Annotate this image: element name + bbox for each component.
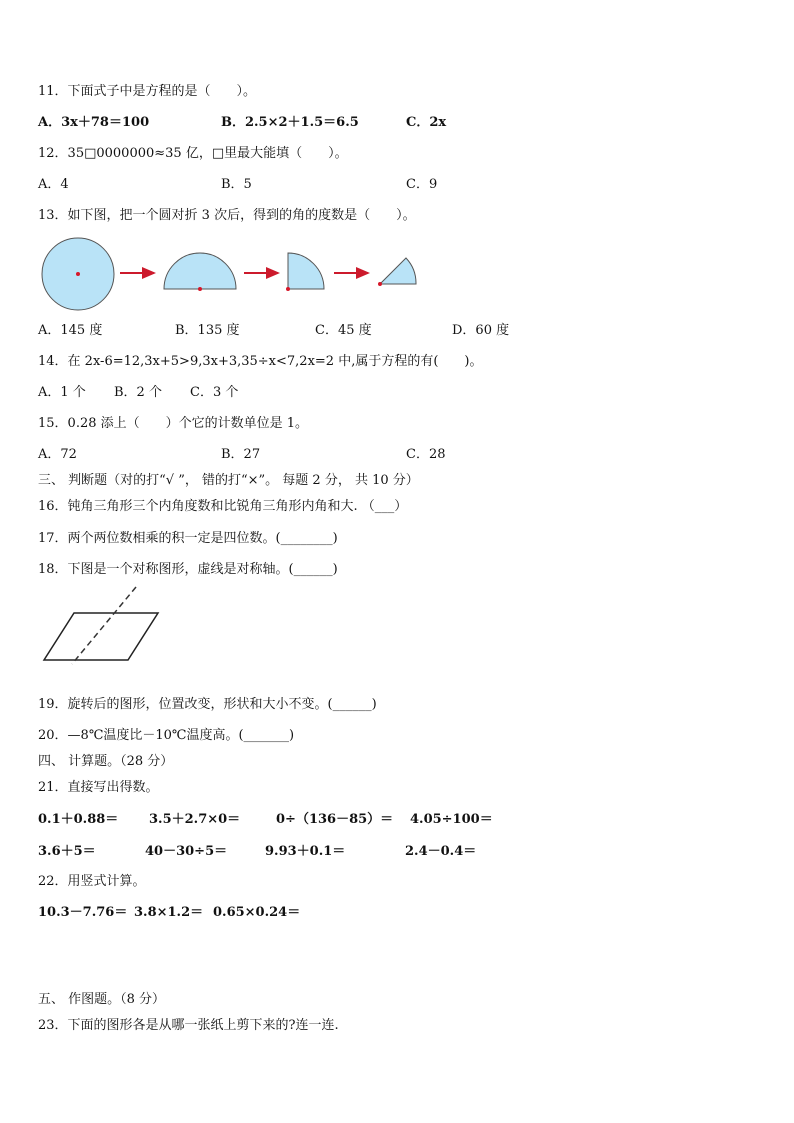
q23: 23．下面的图形各是从哪一张纸上剪下来的?连一连. [38, 1018, 339, 1033]
semicircle [164, 253, 236, 289]
q18: 18．下图是一个对称图形，虚线是对称轴。(______) [38, 562, 338, 577]
q20: 20．—8℃温度比－10℃温度高。(_______) [38, 728, 295, 743]
q15-stem: 15．0.28 添上（ ）个它的计数单位是 1。 [38, 416, 309, 431]
eighth-center-dot [378, 282, 382, 286]
q21-item: 2.4－0.4＝ [405, 844, 477, 859]
q14-option-b: B．2 个 [114, 385, 162, 400]
q21-item: 9.93＋0.1＝ [265, 844, 346, 859]
q19: 19．旋转后的图形，位置改变，形状和大小不变。(______) [38, 697, 377, 712]
circle-folding-figure [36, 236, 426, 316]
q11-option-a: A．3x＋78＝100 [38, 115, 150, 130]
q11-stem: 11．下面式子中是方程的是（ ）。 [38, 84, 257, 99]
q21-item: 0.1＋0.88＝ [38, 812, 119, 827]
q13-option-c: C．45 度 [315, 323, 372, 338]
q14-option-c: C．3 个 [190, 385, 239, 400]
q14-option-a: A．1 个 [38, 385, 86, 400]
q21-item: 0÷（136－85）＝ [276, 812, 394, 827]
section-4-heading: 四、 计算题。（28 分） [38, 754, 174, 769]
q22-item: 10.3－7.76＝ [38, 905, 128, 920]
q12-stem: 12．35□0000000≈35 亿，□里最大能填（ ）。 [38, 146, 348, 161]
section-3-heading: 三、 判断题（对的打“√ ”， 错的打“×”。 每题 2 分， 共 10 分） [38, 473, 419, 488]
q21-item: 40－30÷5＝ [145, 844, 228, 859]
circle-center-dot [76, 272, 80, 276]
q22-item: 3.8×1.2＝ [134, 905, 204, 920]
q21-item: 4.05÷100＝ [410, 812, 493, 827]
q15-option-c: C．28 [406, 447, 446, 462]
q22-stem: 22．用竖式计算。 [38, 874, 146, 889]
q12-option-a: A．4 [38, 177, 69, 192]
q12-option-c: C．9 [406, 177, 438, 192]
q17: 17．两个两位数相乘的积一定是四位数。(________) [38, 531, 338, 546]
q22-item: 0.65×0.24＝ [213, 905, 301, 920]
q11-option-b: B．2.5×2＋1.5＝6.5 [221, 115, 359, 130]
q13-option-a: A．145 度 [38, 323, 103, 338]
q16: 16．钝角三角形三个内角度数和比锐角三角形内角和大. （___） [38, 499, 408, 514]
q14-stem: 14．在 2x-6=12,3x+5>9,3x+3,35÷x<7,2x=2 中,属于方程的有( )。 [38, 354, 483, 369]
q13-option-d: D．60 度 [452, 323, 510, 338]
quarter-circle [288, 253, 324, 289]
parallelogram-figure [36, 584, 166, 666]
q21-item: 3.5＋2.7×0＝ [149, 812, 241, 827]
symmetry-axis-dashed-line [72, 587, 136, 664]
q13-stem: 13．如下图，把一个圆对折 3 次后，得到的角的度数是（ ）。 [38, 208, 416, 223]
q21-stem: 21．直接写出得数。 [38, 780, 159, 795]
q15-option-a: A．72 [38, 447, 77, 462]
quarter-center-dot [286, 287, 290, 291]
eighth-circle [380, 258, 416, 284]
q11-option-c: C．2x [406, 115, 447, 130]
q12-option-b: B．5 [221, 177, 252, 192]
section-5-heading: 五、 作图题。（8 分） [38, 992, 166, 1007]
q21-item: 3.6＋5＝ [38, 844, 96, 859]
semicircle-center-dot [198, 287, 202, 291]
q13-option-b: B．135 度 [175, 323, 240, 338]
q15-option-b: B．27 [221, 447, 261, 462]
parallelogram [44, 613, 158, 660]
